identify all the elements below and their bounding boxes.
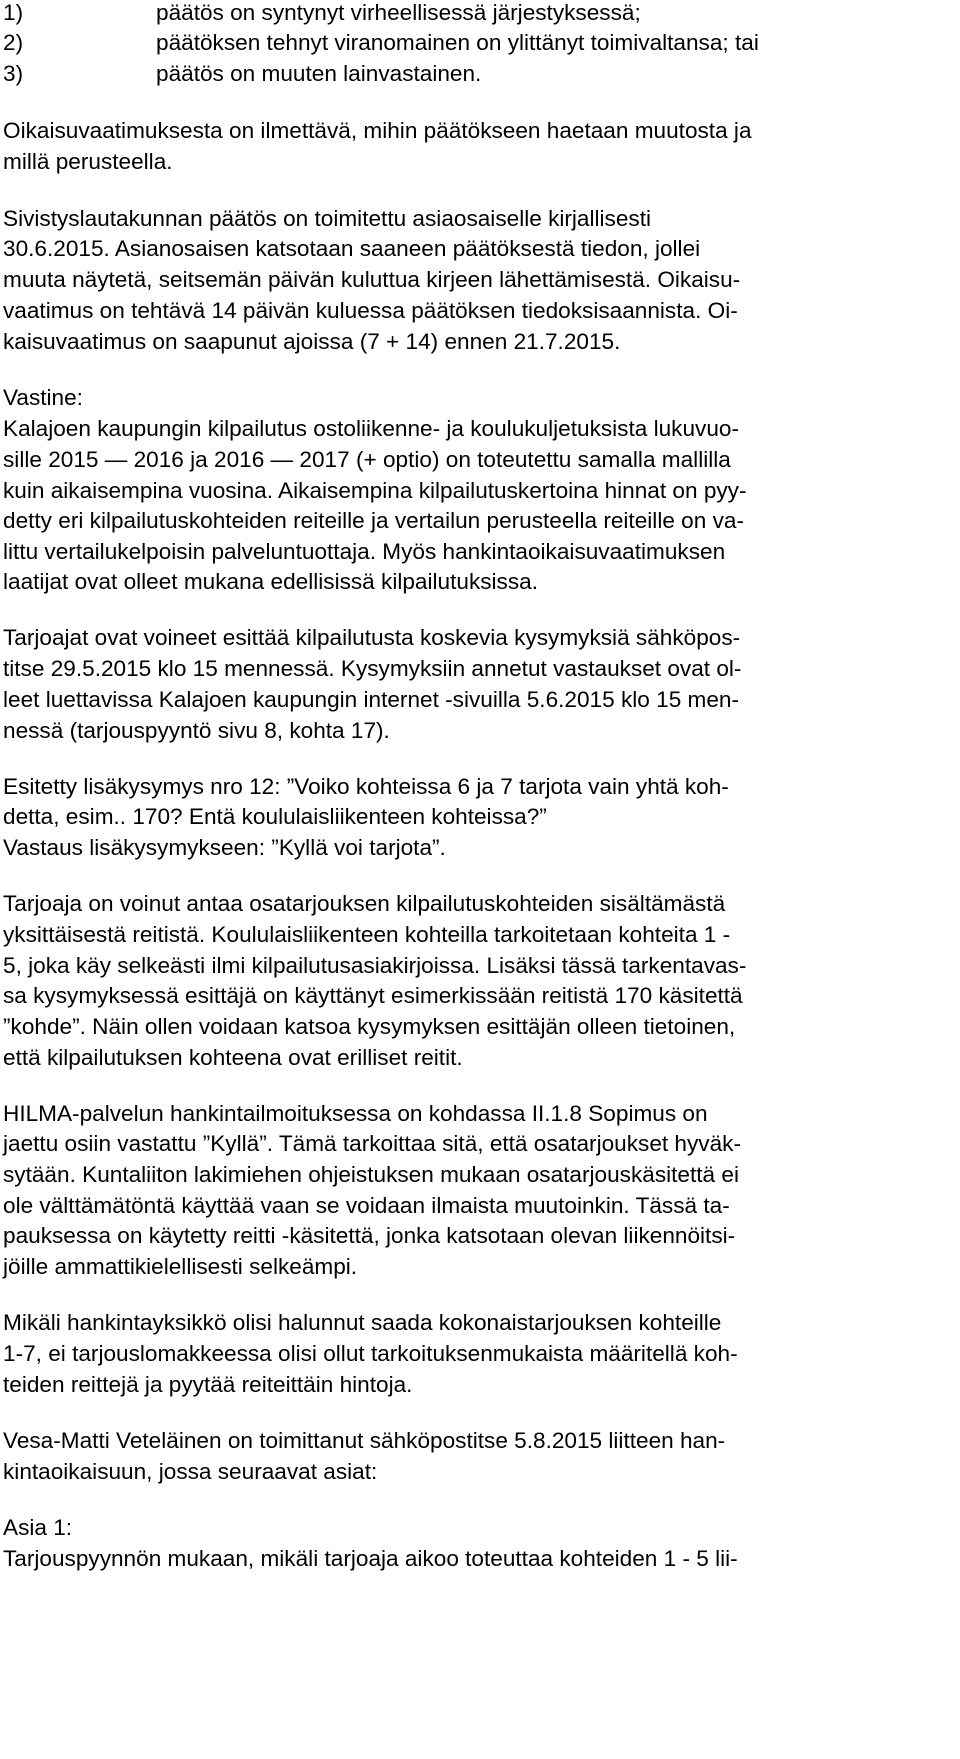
text-line: teiden reittejä ja pyytää reiteittäin hintoja. — [3, 1372, 413, 1397]
text-line: Esitetty lisäkysymys nro 12: ”Voiko kohteissa 6 ja 7 tarjota vain yhtä koh- — [3, 774, 729, 799]
text-line: että kilpailutuksen kohteena ovat erilliset reitit. — [3, 1045, 463, 1070]
text-line: ”kohde”. Näin ollen voidaan katsoa kysymyksen esittäjän olleen tietoinen, — [3, 1014, 736, 1039]
text-line: pauksessa on käytetty reitti -käsitettä, jonka katsotaan olevan liikennöitsi- — [3, 1223, 736, 1248]
text-line: kintaoikaisuun, jossa seuraavat asiat: — [3, 1459, 378, 1484]
text-line: Tarjoaja on voinut antaa osatarjouksen kilpailutuskohteiden sisältämästä — [3, 891, 726, 916]
list-item-2-text: päätöksen tehnyt viranomainen on ylittänyt toimivaltansa; tai — [156, 30, 759, 55]
text-line: Vesa-Matti Veteläinen on toimittanut sähköpostitse 5.8.2015 liitteen han- — [3, 1428, 726, 1453]
text-line: sa kysymyksessä esittäjä on käyttänyt esimerkissään reitistä 170 käsitettä — [3, 983, 743, 1008]
list-marker-2: 2) — [3, 30, 24, 55]
text-line: HILMA-palvelun hankintailmoituksessa on kohdassa II.1.8 Sopimus on — [3, 1101, 708, 1126]
text-line: millä perusteella. — [3, 149, 173, 174]
text-line: titse 29.5.2015 klo 15 mennessä. Kysymyksiin annetut vastaukset ovat ol- — [3, 656, 742, 681]
text-line: detta, esim.. 170? Entä koululaisliikenteen kohteissa?” — [3, 804, 547, 829]
text-line: kuin aikaisempina vuosina. Aikaisempina kilpailutuskertoina hinnat on pyy- — [3, 478, 747, 503]
text-line: sille 2015 — 2016 ja 2016 — 2017 (+ optio) on toteutettu samalla mallilla — [3, 447, 731, 472]
section-heading: Vastine: — [3, 385, 83, 410]
text-line: jöille ammattikielellisesti selkeämpi. — [3, 1254, 358, 1279]
text-line: ole välttämätöntä käyttää vaan se voidaan ilmaista muutoinkin. Tässä ta- — [3, 1193, 730, 1218]
text-line: detty eri kilpailutuskohteiden reiteille ja vertailun perusteella reiteille on va- — [3, 508, 744, 533]
text-line: vaatimus on tehtävä 14 päivän kuluessa päätöksen tiedoksisaannista. Oi- — [3, 298, 738, 323]
text-line: 1-7, ei tarjouslomakkeessa olisi ollut tarkoituksenmukaista määritellä koh- — [3, 1341, 738, 1366]
text-line: 5, joka käy selkeästi ilmi kilpailutusasiakirjoissa. Lisäksi tässä tarkentavas- — [3, 953, 747, 978]
list-item-1-text: päätös on syntynyt virheellisessä järjestyksessä; — [156, 0, 641, 25]
text-line: Tarjouspyynnön mukaan, mikäli tarjoaja aikoo toteuttaa kohteiden 1 - 5 lii- — [3, 1546, 738, 1571]
text-line: Kalajoen kaupungin kilpailutus ostoliikenne- ja koulukuljetuksista lukuvuo- — [3, 416, 739, 441]
text-line: yksittäisestä reitistä. Koululaisliikenteen kohteilla tarkoitetaan kohteita 1 - — [3, 922, 731, 947]
section-heading: Asia 1: — [3, 1515, 73, 1540]
text-line: nessä (tarjouspyyntö sivu 8, kohta 17). — [3, 718, 390, 743]
text-line: leet luettavissa Kalajoen kaupungin internet -sivuilla 5.6.2015 klo 15 men- — [3, 687, 740, 712]
text-line: Mikäli hankintayksikkö olisi halunnut saada kokonaistarjouksen kohteille — [3, 1310, 722, 1335]
list-marker-3: 3) — [3, 61, 24, 86]
text-line: jaettu osiin vastattu ”Kyllä”. Tämä tarkoittaa sitä, että osatarjoukset hyväk- — [3, 1131, 741, 1156]
text-line: Tarjoajat ovat voineet esittää kilpailutusta koskevia kysymyksiä sähköpos- — [3, 625, 741, 650]
text-line: Oikaisuvaatimuksesta on ilmettävä, mihin päätökseen haetaan muutosta ja — [3, 118, 752, 143]
list-marker-1: 1) — [3, 0, 24, 25]
text-line: sytään. Kuntaliiton lakimiehen ohjeistuksen mukaan osatarjouskäsitettä ei — [3, 1162, 739, 1187]
text-line: littu vertailukelpoisin palveluntuottaja. Myös hankintaoikaisuvaatimuksen — [3, 539, 726, 564]
text-line: Sivistyslautakunnan päätös on toimitettu asiaosaiselle kirjallisesti — [3, 206, 652, 231]
text-line: muuta näytetä, seitsemän päivän kuluttua kirjeen lähettämisestä. Oikaisu- — [3, 267, 741, 292]
text-line: laatijat ovat olleet mukana edellisissä kilpailutuksissa. — [3, 569, 538, 594]
text-line: Vastaus lisäkysymykseen: ”Kyllä voi tarjota”. — [3, 835, 446, 860]
text-line: kaisuvaatimus on saapunut ajoissa (7 + 14) ennen 21.7.2015. — [3, 329, 621, 354]
list-item-3-text: päätös on muuten lainvastainen. — [156, 61, 482, 86]
text-line: 30.6.2015. Asianosaisen katsotaan saaneen päätöksestä tiedon, jollei — [3, 236, 701, 261]
